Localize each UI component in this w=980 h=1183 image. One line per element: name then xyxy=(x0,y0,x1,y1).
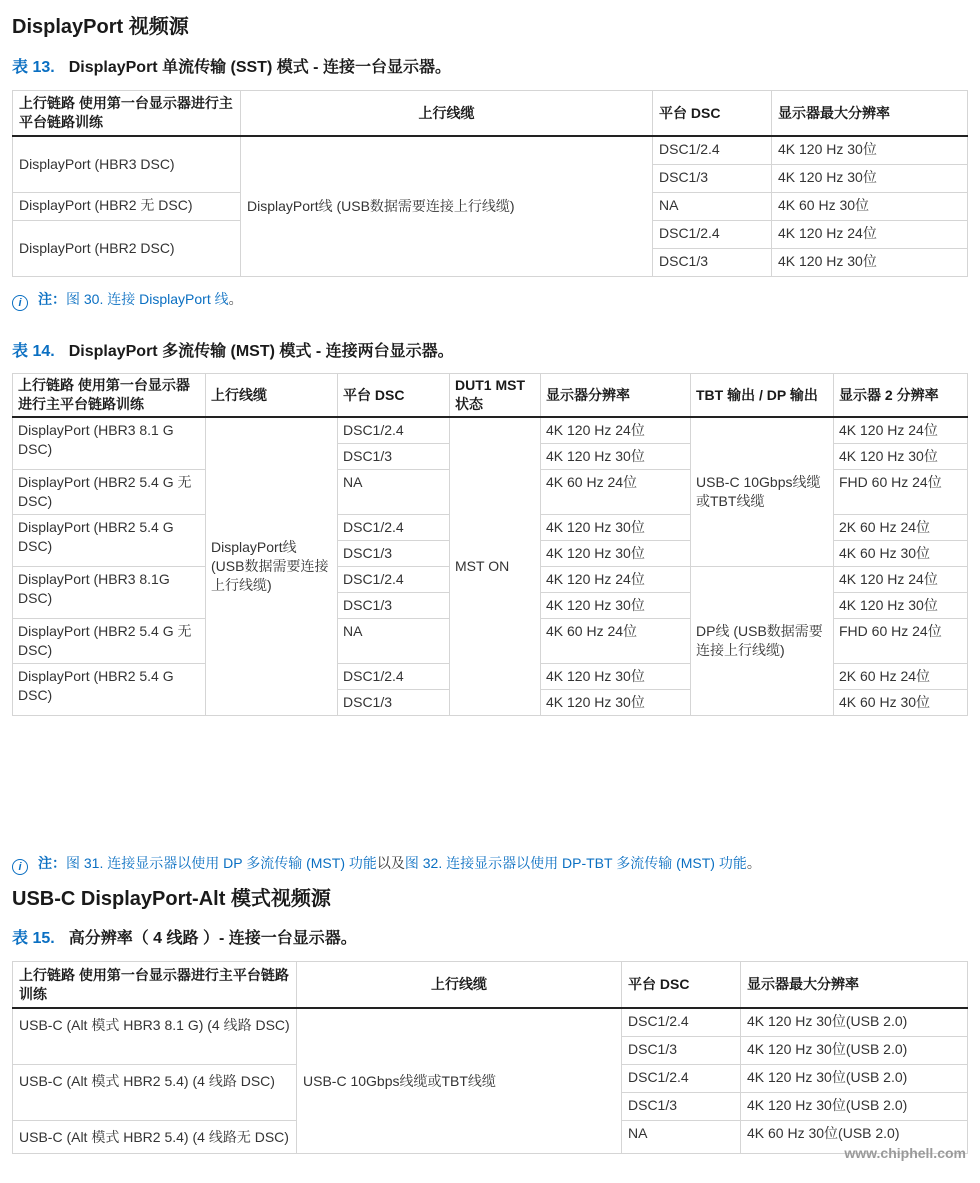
t15-res-cell: 4K 120 Hz 30位(USB 2.0) xyxy=(741,1037,968,1065)
t14-res-cell: 4K 120 Hz 30位 xyxy=(541,593,691,619)
table-row xyxy=(13,417,968,444)
t15-header-dsc: 平台 DSC xyxy=(622,962,741,1009)
t14-header-uplink: 上行链路 使用第一台显示器进行主平台链路训练 xyxy=(13,374,206,418)
t14-dsc-cell: DSC1/3 xyxy=(338,541,450,567)
t13-res-cell: 4K 60 Hz 30位 xyxy=(772,193,968,221)
info-icon: i xyxy=(12,295,28,311)
t14-header-dsc: 平台 DSC xyxy=(338,374,450,418)
t14-dsc-cell: DSC1/2.4 xyxy=(338,567,450,593)
t14-link-cell: DisplayPort (HBR2 5.4 G 无 DSC) xyxy=(13,470,206,515)
t14-dsc-cell: DSC1/2.4 xyxy=(338,515,450,541)
table-13 xyxy=(12,90,968,277)
t15-header-uplink: 上行链路 使用第一台显示器进行主平台链路训练 xyxy=(13,962,297,1009)
t13-dsc-cell: DSC1/3 xyxy=(653,165,772,193)
t14-link-cell: DisplayPort (HBR2 5.4 G 无 DSC) xyxy=(13,619,206,664)
watermark: www.chiphell.com xyxy=(844,1145,966,1161)
t13-res-cell: 4K 120 Hz 30位 xyxy=(772,165,968,193)
info-icon: i xyxy=(12,859,28,875)
table-14-header-row xyxy=(13,374,968,418)
t15-dsc-cell: DSC1/3 xyxy=(622,1037,741,1065)
table-row xyxy=(13,136,968,165)
section-title-displayport: DisplayPort 视频源 xyxy=(12,16,189,38)
t14-link-cell: DisplayPort (HBR2 5.4 G DSC) xyxy=(13,664,206,716)
t14-output-cell: USB-C 10Gbps线缆或TBT线缆 xyxy=(691,417,834,567)
t14-res-cell: 4K 120 Hz 30位 xyxy=(541,664,691,690)
t14-res2-cell: 4K 60 Hz 30位 xyxy=(834,541,968,567)
t15-dsc-cell: DSC1/2.4 xyxy=(622,1008,741,1037)
t14-link-cell: DisplayPort (HBR3 8.1G DSC) xyxy=(13,567,206,619)
t13-dsc-cell: DSC1/2.4 xyxy=(653,221,772,249)
t14-mst-cell: MST ON xyxy=(450,417,541,716)
t14-link-cell: DisplayPort (HBR2 5.4 G DSC) xyxy=(13,515,206,567)
table-13-header-row xyxy=(13,91,968,137)
t14-cable-cell: DisplayPort线 (USB数据需要连接上行线缆) xyxy=(206,417,338,716)
note-2-label: 注： xyxy=(38,855,66,871)
note-1-end: 。 xyxy=(228,291,243,307)
t13-link-cell: DisplayPort (HBR3 DSC) xyxy=(13,136,241,193)
t14-dsc-cell: DSC1/2.4 xyxy=(338,664,450,690)
t14-dsc-cell: DSC1/3 xyxy=(338,593,450,619)
note-2-mid: 以及 xyxy=(376,855,405,871)
t13-link-cell: DisplayPort (HBR2 DSC) xyxy=(13,221,241,277)
t14-res-cell: 4K 120 Hz 24位 xyxy=(541,567,691,593)
table-15-header-row xyxy=(13,962,968,1009)
t14-output-cell: DP线 (USB数据需要连接上行线缆) xyxy=(691,567,834,716)
table-row xyxy=(13,1008,968,1037)
t15-header-cable: 上行线缆 xyxy=(297,962,622,1009)
t14-header-resolution-2: 显示器 2 分辨率 xyxy=(834,374,968,418)
t14-dsc-cell: NA xyxy=(338,470,450,515)
table-13-number: 表 13. xyxy=(12,59,55,76)
t14-dsc-cell: DSC1/3 xyxy=(338,444,450,470)
t14-res-cell: 4K 120 Hz 24位 xyxy=(541,417,691,444)
table-15-caption xyxy=(12,925,357,948)
t13-dsc-cell: DSC1/2.4 xyxy=(653,136,772,165)
table-13-caption xyxy=(12,54,451,77)
t14-header-cable: 上行线缆 xyxy=(206,374,338,418)
t15-res-cell: 4K 60 Hz 30位(USB 2.0) xyxy=(741,1121,968,1154)
note-1-label: 注： xyxy=(38,291,66,307)
note-2-link-1[interactable]: 图 31. 连接显示器以使用 DP 多流传输 (MST) 功能 xyxy=(66,855,377,871)
t13-dsc-cell: NA xyxy=(653,193,772,221)
note-2-end: 。 xyxy=(746,855,761,871)
section-title-usbc: USB-C DisplayPort-Alt 模式视频源 xyxy=(12,888,331,910)
t15-dsc-cell: DSC1/3 xyxy=(622,1093,741,1121)
t14-res-cell: 4K 120 Hz 30位 xyxy=(541,690,691,716)
t14-res2-cell: 4K 120 Hz 30位 xyxy=(834,593,968,619)
t14-res-cell: 4K 120 Hz 30位 xyxy=(541,541,691,567)
t14-res-cell: 4K 120 Hz 30位 xyxy=(541,515,691,541)
table-15-title: 高分辨率（ 4 线路 ）- 连接一台显示器。 xyxy=(68,930,357,947)
t13-cable-cell: DisplayPort线 (USB数据需要连接上行线缆) xyxy=(241,136,653,277)
table-14-title: DisplayPort 多流传输 (MST) 模式 - 连接两台显示器。 xyxy=(68,343,454,360)
table-14-caption xyxy=(12,338,454,361)
t15-dsc-cell: NA xyxy=(622,1121,741,1154)
t15-link-cell: USB-C (Alt 模式 HBR2 5.4) (4 线路无 DSC) xyxy=(13,1121,297,1154)
t14-header-resolution: 显示器分辨率 xyxy=(541,374,691,418)
t14-link-cell: DisplayPort (HBR3 8.1 G DSC) xyxy=(13,417,206,470)
t14-res-cell: 4K 120 Hz 30位 xyxy=(541,444,691,470)
t15-link-cell: USB-C (Alt 模式 HBR3 8.1 G) (4 线路 DSC) xyxy=(13,1008,297,1065)
t13-header-cable: 上行线缆 xyxy=(241,91,653,137)
table-15-number: 表 15. xyxy=(12,930,55,947)
t15-header-resolution: 显示器最大分辨率 xyxy=(741,962,968,1009)
t13-header-dsc: 平台 DSC xyxy=(653,91,772,137)
t14-dsc-cell: DSC1/2.4 xyxy=(338,417,450,444)
t14-res2-cell: 4K 120 Hz 24位 xyxy=(834,567,968,593)
t13-header-resolution: 显示器最大分辨率 xyxy=(772,91,968,137)
t14-res2-cell: 2K 60 Hz 24位 xyxy=(834,664,968,690)
t14-res2-cell: 4K 120 Hz 24位 xyxy=(834,417,968,444)
t13-res-cell: 4K 120 Hz 30位 xyxy=(772,249,968,277)
t14-res2-cell: 4K 60 Hz 30位 xyxy=(834,690,968,716)
t13-dsc-cell: DSC1/3 xyxy=(653,249,772,277)
table-14-number: 表 14. xyxy=(12,343,55,360)
t14-dsc-cell: DSC1/3 xyxy=(338,690,450,716)
note-2-link-2[interactable]: 图 32. 连接显示器以使用 DP-TBT 多流传输 (MST) 功能 xyxy=(404,855,747,871)
t14-header-output: TBT 输出 / DP 输出 xyxy=(691,374,834,418)
t13-res-cell: 4K 120 Hz 30位 xyxy=(772,136,968,165)
t14-res2-cell: FHD 60 Hz 24位 xyxy=(834,470,968,515)
table-13-title: DisplayPort 单流传输 (SST) 模式 - 连接一台显示器。 xyxy=(68,59,451,76)
t13-link-cell: DisplayPort (HBR2 无 DSC) xyxy=(13,193,241,221)
note-1 xyxy=(12,289,243,311)
t14-res2-cell: 2K 60 Hz 24位 xyxy=(834,515,968,541)
t14-header-mst: DUT1 MST 状态 xyxy=(450,374,541,418)
note-2 xyxy=(12,853,761,875)
t13-res-cell: 4K 120 Hz 24位 xyxy=(772,221,968,249)
t15-res-cell: 4K 120 Hz 30位(USB 2.0) xyxy=(741,1008,968,1037)
t15-res-cell: 4K 120 Hz 30位(USB 2.0) xyxy=(741,1065,968,1093)
table-15 xyxy=(12,961,968,1154)
t13-header-uplink: 上行链路 使用第一台显示器进行主平台链路训练 xyxy=(13,91,241,137)
t14-res-cell: 4K 60 Hz 24位 xyxy=(541,470,691,515)
t14-res2-cell: FHD 60 Hz 24位 xyxy=(834,619,968,664)
t15-dsc-cell: DSC1/2.4 xyxy=(622,1065,741,1093)
table-14 xyxy=(12,373,968,716)
t14-dsc-cell: NA xyxy=(338,619,450,664)
t15-res-cell: 4K 120 Hz 30位(USB 2.0) xyxy=(741,1093,968,1121)
t14-res2-cell: 4K 120 Hz 30位 xyxy=(834,444,968,470)
t14-res-cell: 4K 60 Hz 24位 xyxy=(541,619,691,664)
t15-link-cell: USB-C (Alt 模式 HBR2 5.4) (4 线路 DSC) xyxy=(13,1065,297,1121)
note-1-link[interactable]: 图 30. 连接 DisplayPort 线 xyxy=(66,291,229,307)
t15-cable-cell: USB-C 10Gbps线缆或TBT线缆 xyxy=(297,1008,622,1154)
